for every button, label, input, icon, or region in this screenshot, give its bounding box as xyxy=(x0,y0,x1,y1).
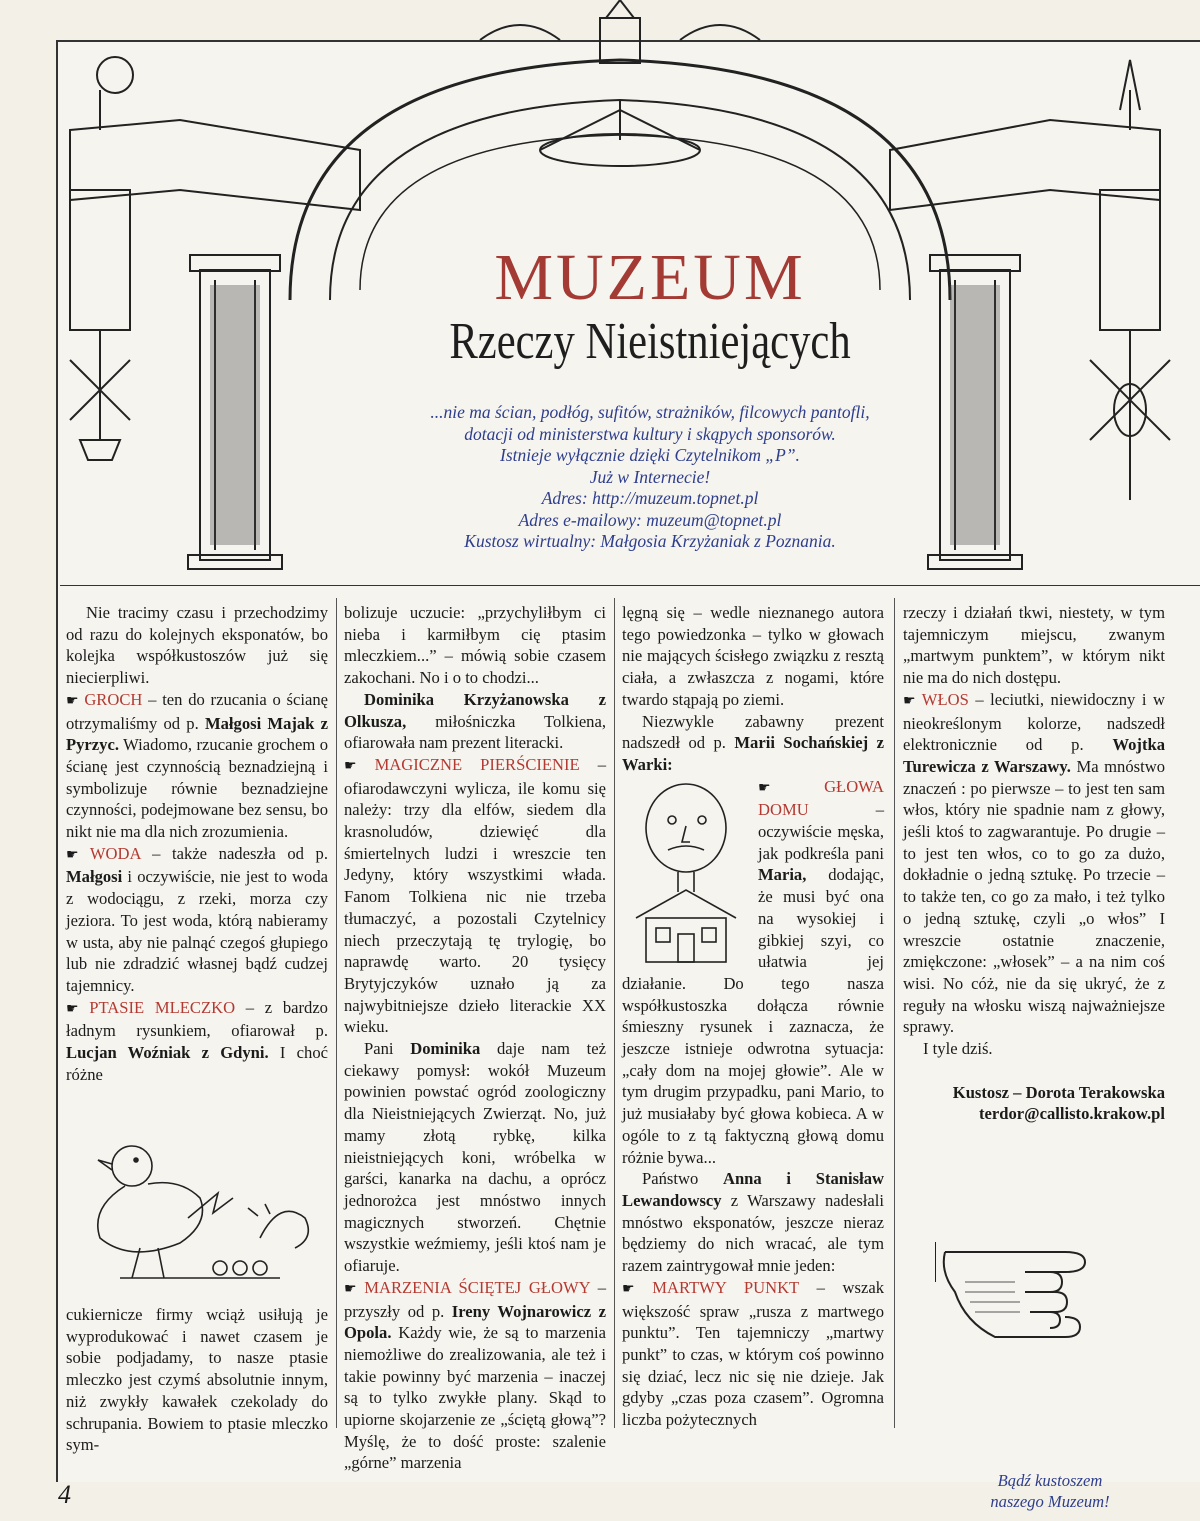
donor-name: Lucjan Woźniak z Gdyni. xyxy=(66,1043,269,1063)
article-column-3 xyxy=(622,602,884,1431)
text: Każdy wie, że są to marzenia niemożliwe do zrealizowania, ale też i takie powinny być marzenia – inaczej są to tylko zwykłe plany. Skąd to upiorne skojarzenie ze „ściętą głową”? Myślę, że to dość proste: szalenie „górne” marzenia xyxy=(344,1323,606,1473)
text: – z bardzo ładnym rysunkiem, ofiarował p. xyxy=(66,997,328,1041)
text: z Warszawy nadesłali mnóstwo eksponatów, jeszcze nieraz będziemy do nich wracać, ale tym razem zaintrygował mnie jeden: xyxy=(622,1190,884,1276)
author-email: terdor@callisto.krakow.pl xyxy=(979,1104,1165,1124)
donor-name: Małgosi Majak z Pyrzyc. xyxy=(66,713,328,755)
page-title: MUZEUM xyxy=(494,241,806,314)
pointing-hand-icon: ☛ xyxy=(903,692,916,709)
text: Niezwykle zabawny prezent nadszedł od p. xyxy=(622,711,884,753)
paragraph: rzeczy i działań tkwi, niestety, w tym tajemniczym miejscu, zwanym „martwym punktem”, w którym nikt nie ma do nich dostępu. xyxy=(903,603,1165,688)
pointing-hand-icon: ☛ xyxy=(344,1280,357,1297)
exhibit-keyword: GROCH xyxy=(84,689,143,709)
author-signature xyxy=(903,1082,1165,1125)
text: Wiadomo, rzucanie grochem o ścianę jest czynnością beznadziejną i symbolizuje równie beznadziejne czynności, podejmowane bez sensu, bo nikt nie ma dla nich zrozumienia. xyxy=(66,735,328,842)
bird-drawing xyxy=(70,1128,330,1298)
pointing-hand-icon: ☛ xyxy=(66,692,79,709)
text: – oczywiście męska, jak podkreśla pani xyxy=(758,800,884,863)
paragraph xyxy=(622,711,884,776)
exhibit-entry xyxy=(344,754,606,1038)
article-column-1 xyxy=(66,602,328,1085)
slogan xyxy=(935,1470,1165,1512)
column-divider xyxy=(614,598,615,1428)
exhibit-entry xyxy=(66,997,328,1086)
donor-name: Dominika xyxy=(410,1039,481,1059)
text: i oczywiście, nie jest to woda z wodociągu, z rzeki, morza czy jeziora. To jest woda, którą nabieramy w usta, aby nie palnąć czegoś głupiego lub nie zdradzić własnej bądź cudzej tajemnicy. xyxy=(66,867,328,995)
paragraph: lęgną się – wedle nieznanego autora tego powiedzonka – tylko w głowach nie mających ścisłego związku z resztą ciała, a zwłaszcza z nogami, które twardo stąpają po ziemi. xyxy=(622,603,884,709)
header-divider xyxy=(60,585,1200,586)
intro-line: Już w Internecie! xyxy=(589,466,711,487)
exhibit-keyword: WODA xyxy=(89,843,141,863)
pointing-hand-illustration xyxy=(935,1232,1165,1352)
exhibit-entry xyxy=(622,1277,884,1431)
column-divider xyxy=(894,598,895,1428)
exhibit-keyword: MAGICZNE PIERŚCIENIE xyxy=(374,754,580,774)
article-column-4 xyxy=(903,602,1165,1125)
text: dodając, że musi być ona na wysokiej i gibkiej szyi, co ułatwia jej działanie. Do tego nasza współkustoszka dołącza równie śmieszny rysunek i zaznacza, że jeszcze istnieje odwrotna sytuacja: „cały dom na mojej głowie”. Ale w tym drugim przypadku, pani Mario, to już musiałaby być głowa kobieca. A w ogóle to z tą faktyczną głową domu różnie bywa... xyxy=(622,865,884,1167)
paragraph: I tyle dziś. xyxy=(923,1039,993,1059)
text: daje nam też ciekawy pomysł: wokół Muzeum powinien powstać ogród zoologiczny dla Nieistniejących Zwierząt. No, już mamy złotą rybkę, kilka nieistniejących koni, wróbelka w garści, kanarka na dachu, a oprócz jednorożca jest mnóstwo innych magicznych stworzeń. Chętnie wszystkie weźmiemy, jeśli ktoś nam je ofiaruje. xyxy=(344,1039,606,1276)
text: – ten do rzucania o ścianę otrzymaliśmy od p. xyxy=(66,689,328,733)
paragraph: cukiernicze firmy wciąż usiłują je wyprodukować i nawet czasem je sobie podjadamy, to nasze ptasie mleczko jest czymś absolutnie innym, niż zwykły kawałek czekolady do schrupania. Bowiem to ptasie mleczko sym- xyxy=(66,1305,328,1455)
paragraph xyxy=(344,689,606,754)
column-divider xyxy=(336,598,337,1428)
donor-name: Maria, xyxy=(758,865,807,885)
exhibit-keyword: MARTWY PUNKT xyxy=(652,1277,799,1297)
exhibit-keyword: WŁOS xyxy=(921,689,969,709)
intro-line: Adres e-mailowy: muzeum@topnet.pl xyxy=(518,509,782,530)
paragraph: bolizuje uczucie: „przychyliłbym ci nieba i karmiłbym cię ptasim mleczkiem...” – mówią sobie czasem zakochani. No i o to chodzi... xyxy=(344,603,606,688)
exhibit-entry xyxy=(344,1277,606,1474)
pointing-hand-icon: ☛ xyxy=(344,757,357,774)
exhibit-entry xyxy=(66,689,328,843)
page-subtitle: Rzeczy Nieistniejących xyxy=(449,313,851,370)
pointing-hand-icon: ☛ xyxy=(66,846,79,863)
text: miłośniczka Tolkiena, ofiarowała nam prezent literacki. xyxy=(344,711,606,753)
donor-name: Marii Sochańskiej z Warki: xyxy=(622,733,884,774)
exhibit-entry xyxy=(66,843,328,997)
text: – także nadeszła od p. xyxy=(140,843,328,863)
text: Ma mnóstwo znaczeń : po pierwsze – to jest ten sam włos, który nie spadnie nam z głowy, jeśli ktoś to zagwarantuje. Po drugie – to jest ten włos, co to go za dużo, dokładnie o jedną sztukę. Po trzecie – to także ten, co go za mało, i też tylko o jedną sztukę, czyli „o włos” I wreszcie ostatnie znaczenie, zmiękczone: „włosek” – a na nim coś wisi. No cóż, nie da się ukryć, że z reguły na włosku wiszą najważniejsze sprawy. xyxy=(903,756,1165,1037)
text: – wszak większość spraw „rusza z martwego punktu”. Ten tajemniczy „martwy punkt” to czas, w którym coś powinno się dziać, lecz nic się nie dzieje. Jak gdyby „czas poza czasem”. Ogromna liczba pożytecznych xyxy=(622,1277,885,1430)
text: Pani xyxy=(364,1039,411,1059)
article-column-2 xyxy=(344,602,606,1474)
donor-name: Dominika Krzyżanowska z Olkusza, xyxy=(344,689,606,731)
slogan-line: naszego Muzeum! xyxy=(990,1492,1110,1511)
intro-line: Adres: http://muzeum.topnet.pl xyxy=(541,488,759,508)
intro-line: ...nie ma ścian, podłóg, sufitów, strażników, filcowych pantofli, xyxy=(430,402,870,422)
text: I choć różne xyxy=(66,1043,328,1084)
pointing-hand-icon: ☛ xyxy=(622,1280,635,1297)
page-number: 4 xyxy=(58,1480,71,1509)
paragraph xyxy=(622,1168,884,1277)
house-head-drawing xyxy=(622,778,750,964)
exhibit-keyword: GŁOWA DOMU xyxy=(758,776,884,820)
donor-name: Anna i Stanisław Lewandowscy xyxy=(622,1169,884,1210)
intro-line: Kustosz wirtualny: Małgosia Krzyżaniak z Poznania. xyxy=(464,531,836,551)
exhibit-entry xyxy=(903,689,1165,1038)
pointing-hand-icon: ☛ xyxy=(758,779,771,796)
pointing-hand-icon: ☛ xyxy=(66,1000,79,1017)
text: Państwo xyxy=(642,1169,723,1189)
donor-name: Wojtka Turewicza z Warszawy. xyxy=(903,735,1165,776)
exhibit-keyword: MARZENIA ŚCIĘTEJ GŁOWY xyxy=(364,1277,591,1297)
paragraph: Nie tracimy czasu i przechodzimy od razu do kolejnych eksponatów, bo kolejka współkustoszów już się niecierpliwi. xyxy=(66,603,328,688)
intro-text xyxy=(300,402,1000,553)
text: – ofiarodawczyni wylicza, ile komu się należy: trzy dla elfów, siedem dla krasnoludów, dziewięć dla śmiertelnych ludzi i wreszcie ten Jedyny, który wszystkimi włada. Fanom Tolkiena nic nie trzeba tłumaczyć, a pozostali Czytelnicy niech przeczytają tę trylogię, bo naprawdę warto. 20 tysięcy Brytyjczyków uznało ją za najwybitniejsze dzieło literackie XX wieku. xyxy=(344,754,606,1037)
paragraph xyxy=(344,1038,606,1277)
intro-line: dotacji od ministerstwa kultury i skąpych sponsorów. xyxy=(464,423,836,444)
donor-name: Małgosi xyxy=(66,867,123,887)
exhibit-keyword: PTASIE MLECZKO xyxy=(89,997,236,1017)
author-name: Kustosz – Dorota Terakowska xyxy=(952,1082,1165,1102)
text: – przyszły od p. xyxy=(344,1277,606,1321)
intro-line: Istnieje wyłącznie dzięki Czytelnikom „P”. xyxy=(500,445,800,465)
text: – leciutki, niewidoczny i w nieokreślonym kolorze, nadszedł elektronicznie od p. xyxy=(903,689,1165,755)
donor-name: Ireny Wojnarowicz z Opola. xyxy=(344,1301,606,1343)
slogan-line: Bądź kustoszem xyxy=(997,1471,1103,1490)
